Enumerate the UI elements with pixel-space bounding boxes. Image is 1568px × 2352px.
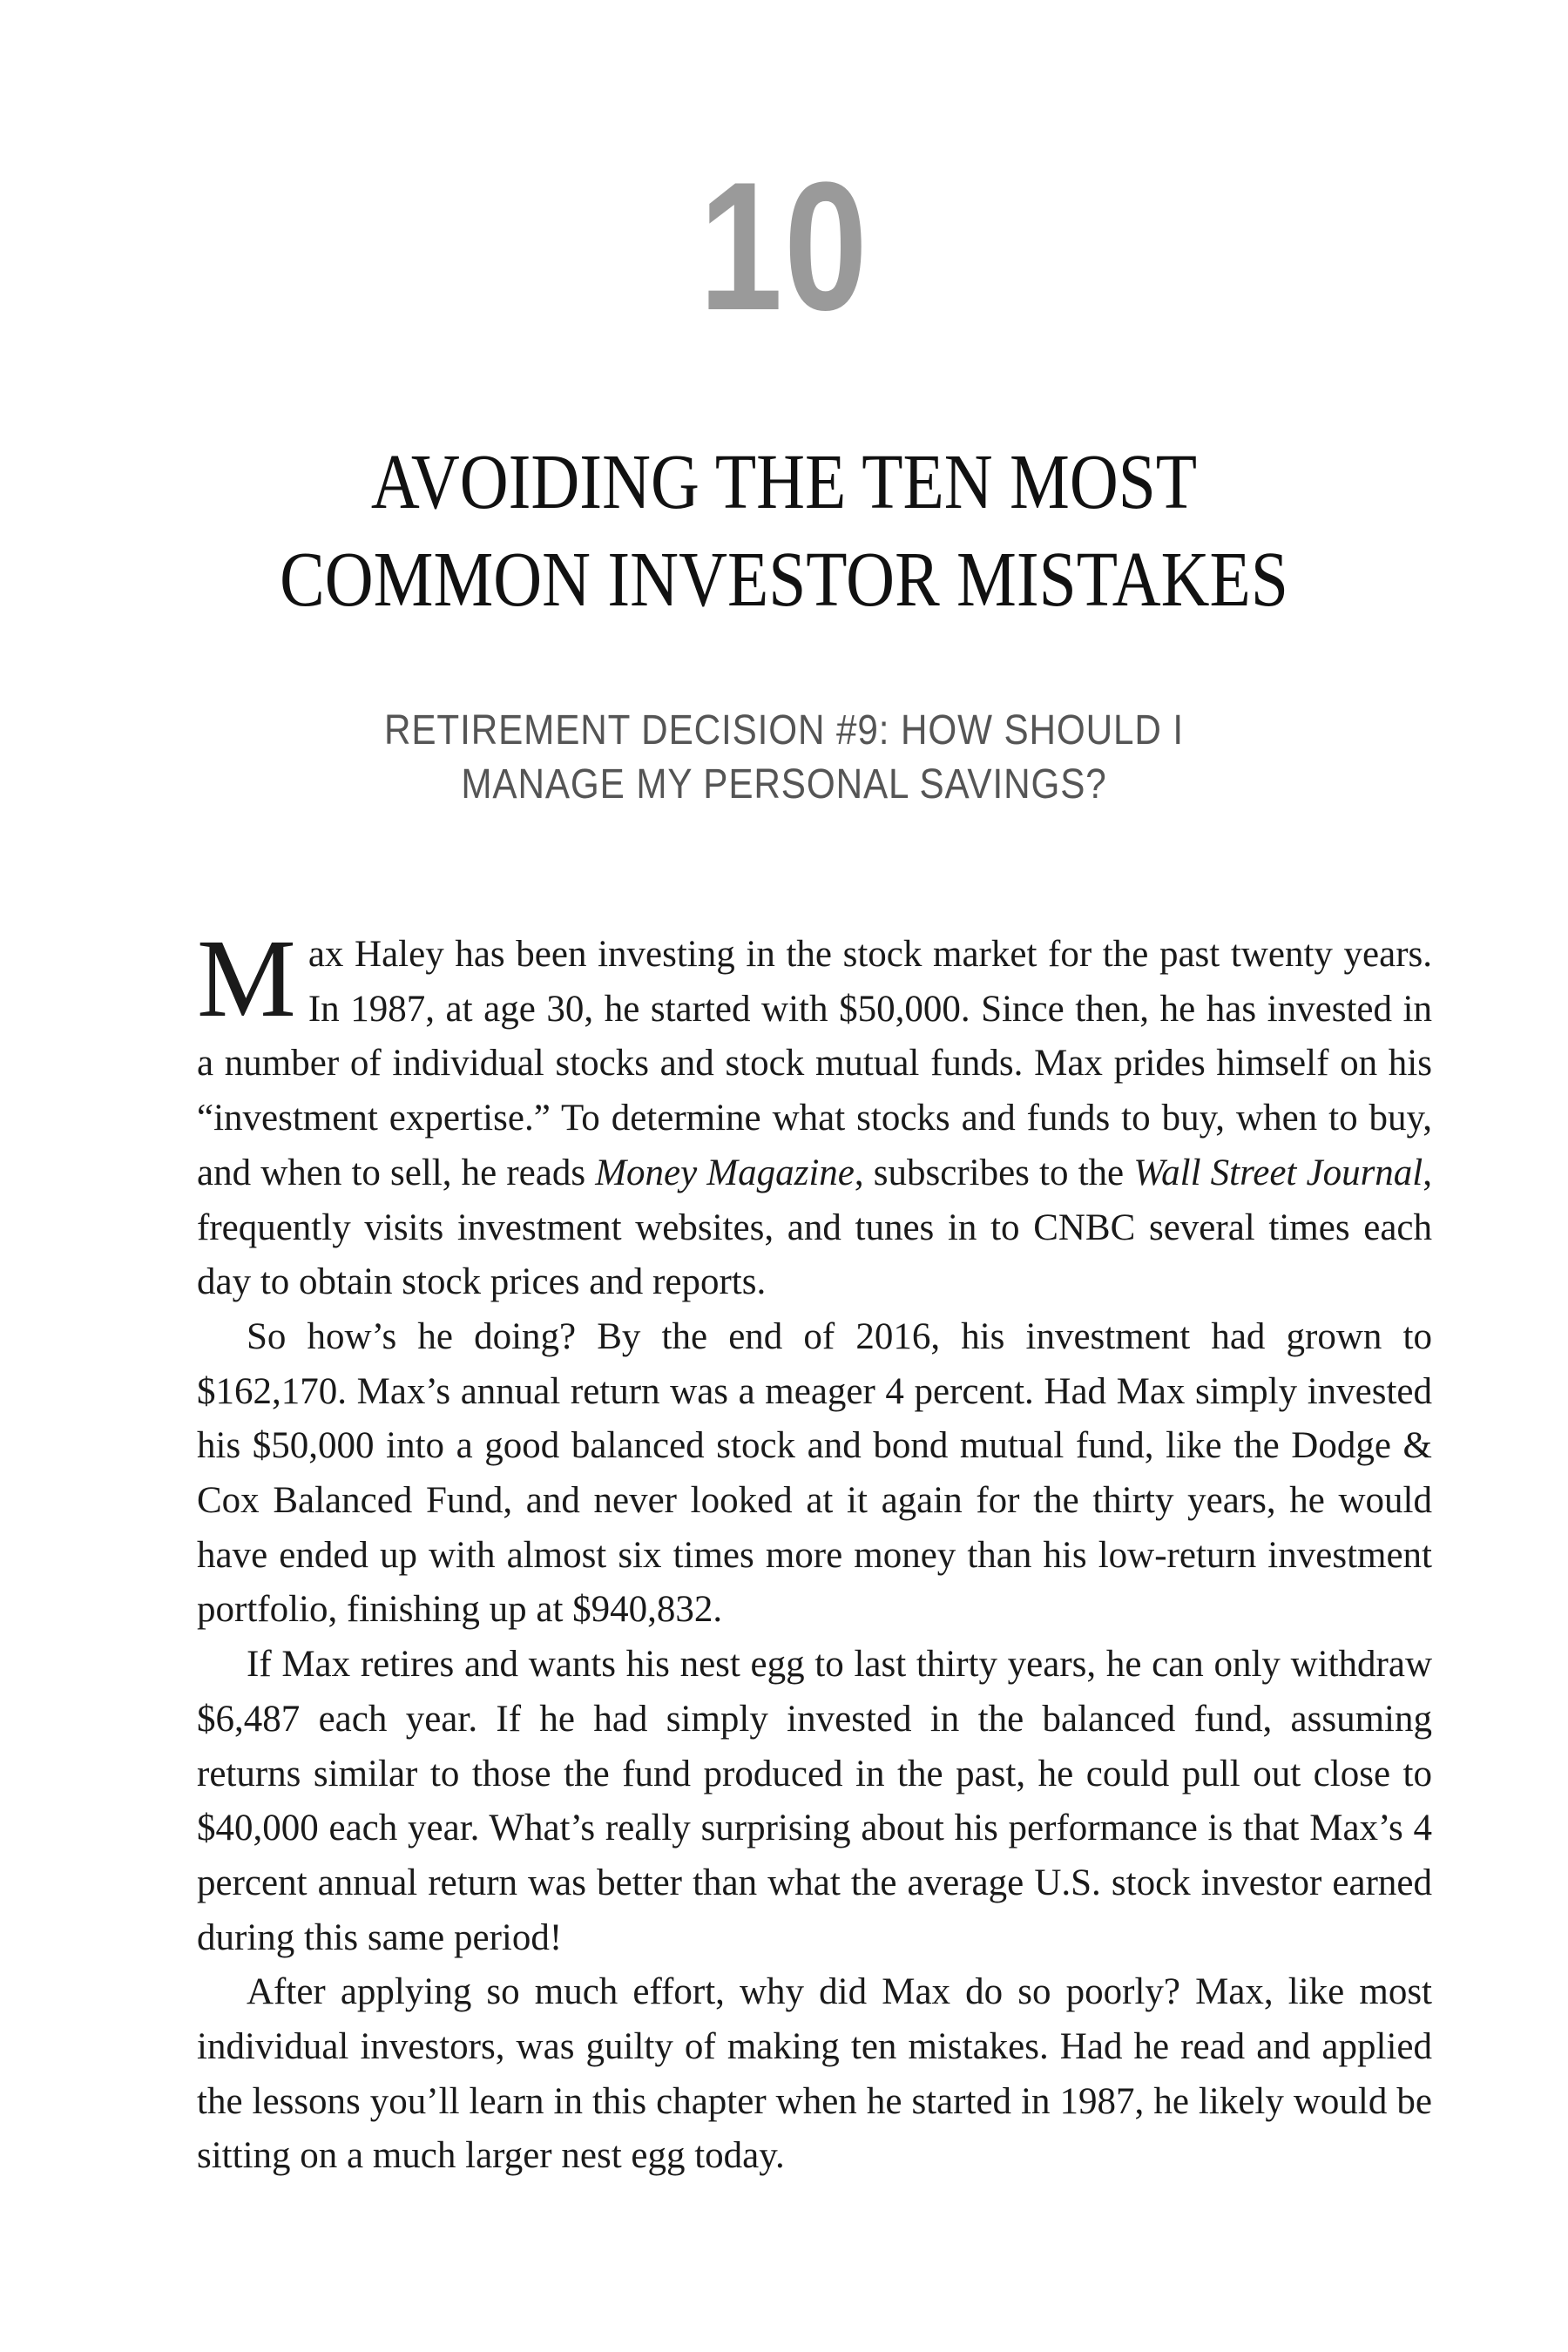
paragraph-3: If Max retires and wants his nest egg to last thirty years, he can only withdraw $6,487 each year. If he had simply invested in the balanced fund, assuming returns similar to those the fund produced in the past, he could pull out close to $40,000 each year. What’s really surprising about his performance is that Max’s 4 percent annual return was better than what the average U.S. stock investor earned during this same period! — [197, 1644, 1432, 1958]
drop-cap: M — [197, 916, 296, 1040]
chapter-subtitle — [171, 704, 1397, 812]
chapter-title — [185, 434, 1383, 629]
paragraph-1-text-c: , frequently visits investment websites, and tunes in to CNBC several times each day to obtain stock prices and reports. — [197, 1152, 1432, 1303]
magazine-title: Money Magazine — [595, 1152, 855, 1193]
paragraph-1-text-a: ax Haley has been investing in the stock market for the past twenty years. In 1987, at age 30, he started with $50,000. Since then, he has invested in a number of individual stocks and stock mutual funds. Max prides himself on his “investment expertise.” To determine what stocks and funds to buy, when to buy, and when to sell, he reads — [197, 934, 1432, 1193]
newspaper-title: Wall Street Journal — [1133, 1152, 1423, 1193]
chapter-title-line-1: AVOIDING THE TEN MOST — [370, 439, 1198, 525]
paragraph-2: So how’s he doing? By the end of 2016, his investment had grown to $162,170. Max’s annual return was a meager 4 percent. Had Max simply invested his $50,000 into a good balanced stock and bond mutual fund, like the Dodge & Cox Balanced Fund, and never looked at it again for the thirty years, he would have ended up with almost six times more money than his low-return investment portfolio, finishing up at $940,832. — [197, 1315, 1432, 1631]
chapter-title-line-2: COMMON INVESTOR MISTAKES — [280, 537, 1288, 623]
paragraph-4: After applying so much effort, why did Max do so poorly? Max, like most individual investors, was guilty of making ten mistakes. Had he read and applied the lessons you’ll learn in this chapter when he started in 1987, he likely would be sitting on a much larger nest egg today. — [197, 1971, 1432, 2177]
chapter-subtitle-line-2: MANAGE MY PERSONAL SAVINGS? — [461, 761, 1107, 808]
paragraph-1 — [197, 916, 1432, 1310]
chapter-number: 10 — [699, 144, 869, 348]
chapter-subtitle-line-1: RETIREMENT DECISION #9: HOW SHOULD I — [383, 707, 1185, 754]
paragraph-1-text-b: , subscribes to the — [854, 1152, 1134, 1193]
body-text — [197, 916, 1432, 2184]
